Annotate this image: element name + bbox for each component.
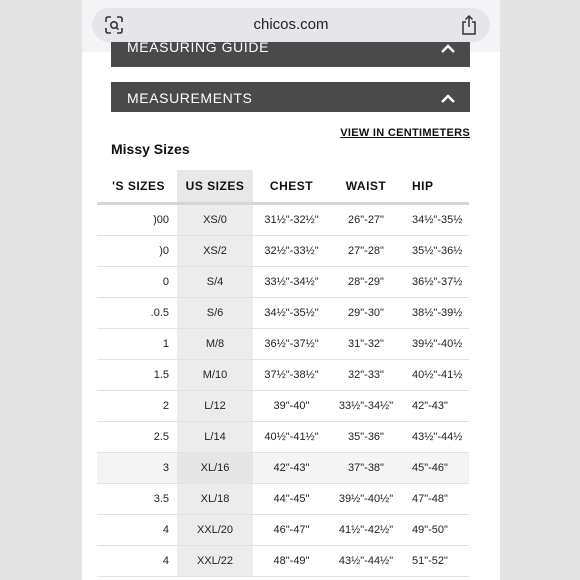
table-cell: 3 — [97, 453, 177, 484]
table-row — [97, 204, 469, 236]
table-cell: XXL/22 — [177, 546, 253, 577]
table-cell: 39½"-40½" — [330, 484, 402, 515]
column-header: US SIZES — [177, 170, 253, 204]
table-cell: S/6 — [177, 298, 253, 329]
table-cell: 37"-38" — [330, 453, 402, 484]
table-cell: 3.5 — [97, 484, 177, 515]
column-header: CHEST — [253, 170, 330, 204]
table-cell: 2.5 — [97, 422, 177, 453]
table-cell: 40½"-41½" — [253, 422, 330, 453]
share-icon[interactable] — [460, 14, 478, 36]
table-cell: 42"-43" — [402, 391, 469, 422]
table-cell: 43½"-44½" — [330, 546, 402, 577]
table-cell: 34½"-35½" — [253, 298, 330, 329]
table-cell: 32½"-33½" — [253, 236, 330, 267]
table-cell: XS/0 — [177, 204, 253, 236]
url-text[interactable]: chicos.com — [253, 16, 329, 33]
accordion-label: MEASUREMENTS — [127, 90, 253, 106]
accordion-label: MEASURING GUIDE — [127, 39, 270, 55]
table-cell: 43½"-44½ — [402, 422, 469, 453]
table-cell: 39½"-40½ — [402, 329, 469, 360]
table-row — [97, 298, 469, 329]
table-cell: 34½"-35½ — [402, 204, 469, 236]
chevron-up-icon — [440, 44, 456, 54]
table-cell: 31"-32" — [330, 329, 402, 360]
phone-screen — [82, 0, 500, 580]
column-header: WAIST — [330, 170, 402, 204]
view-in-centimeters-link[interactable]: VIEW IN CENTIMETERS — [340, 127, 470, 139]
table-row — [97, 484, 469, 515]
table-cell: )00 — [97, 204, 177, 236]
table-cell: 44"-45" — [253, 484, 330, 515]
table-row — [97, 515, 469, 546]
table-cell: 33½"-34½" — [330, 391, 402, 422]
table-row — [97, 329, 469, 360]
size-table — [97, 170, 469, 577]
table-cell: 1 — [97, 329, 177, 360]
address-bar[interactable] — [92, 8, 490, 42]
table-cell: )0 — [97, 236, 177, 267]
table-cell: 2 — [97, 391, 177, 422]
table-row — [97, 546, 469, 577]
table-cell: M/8 — [177, 329, 253, 360]
table-cell: 27"-28" — [330, 236, 402, 267]
table-cell: .0.5 — [97, 298, 177, 329]
column-header: HIP — [402, 170, 469, 204]
table-cell: L/12 — [177, 391, 253, 422]
table-cell: 45"-46" — [402, 453, 469, 484]
table-cell: 48"-49" — [253, 546, 330, 577]
table-header-row — [97, 170, 469, 204]
table-cell: L/14 — [177, 422, 253, 453]
table-cell: M/10 — [177, 360, 253, 391]
page-content — [82, 39, 500, 580]
table-cell: 31½"-32½" — [253, 204, 330, 236]
size-table-scroll[interactable] — [111, 170, 470, 580]
table-cell: 4 — [97, 546, 177, 577]
table-cell: XXL/20 — [177, 515, 253, 546]
table-cell: XL/18 — [177, 484, 253, 515]
table-cell: 37½"-38½" — [253, 360, 330, 391]
table-cell: 33½"-34½" — [253, 267, 330, 298]
table-cell: 36½"-37½" — [253, 329, 330, 360]
table-row — [97, 453, 469, 484]
table-cell: 49"-50" — [402, 515, 469, 546]
table-cell: 41½"-42½" — [330, 515, 402, 546]
table-cell: 42"-43" — [253, 453, 330, 484]
table-cell: 40½"-41½ — [402, 360, 469, 391]
table-cell: 51"-52" — [402, 546, 469, 577]
table-cell: 46"-47" — [253, 515, 330, 546]
table-cell: 47"-48" — [402, 484, 469, 515]
table-cell: XS/2 — [177, 236, 253, 267]
section-title: Missy Sizes — [111, 141, 190, 157]
measurements-accordion[interactable] — [111, 82, 470, 112]
table-cell: 35½"-36½ — [402, 236, 469, 267]
table-cell: 32"-33" — [330, 360, 402, 391]
table-cell: XL/16 — [177, 453, 253, 484]
table-row — [97, 360, 469, 391]
table-cell: 36½"-37½ — [402, 267, 469, 298]
table-cell: 26"-27" — [330, 204, 402, 236]
measuring-guide-accordion[interactable] — [111, 39, 470, 67]
table-cell: 39"-40" — [253, 391, 330, 422]
chevron-up-icon — [440, 94, 456, 104]
table-cell: S/4 — [177, 267, 253, 298]
table-row — [97, 236, 469, 267]
table-cell: 4 — [97, 515, 177, 546]
table-cell: 1.5 — [97, 360, 177, 391]
table-row — [97, 267, 469, 298]
table-cell: 28"-29" — [330, 267, 402, 298]
table-cell: 29"-30" — [330, 298, 402, 329]
table-cell: 35"-36" — [330, 422, 402, 453]
column-header: 'S SIZES — [97, 170, 177, 204]
table-row — [97, 391, 469, 422]
table-cell: 38½"-39½ — [402, 298, 469, 329]
table-cell: 0 — [97, 267, 177, 298]
table-row — [97, 422, 469, 453]
